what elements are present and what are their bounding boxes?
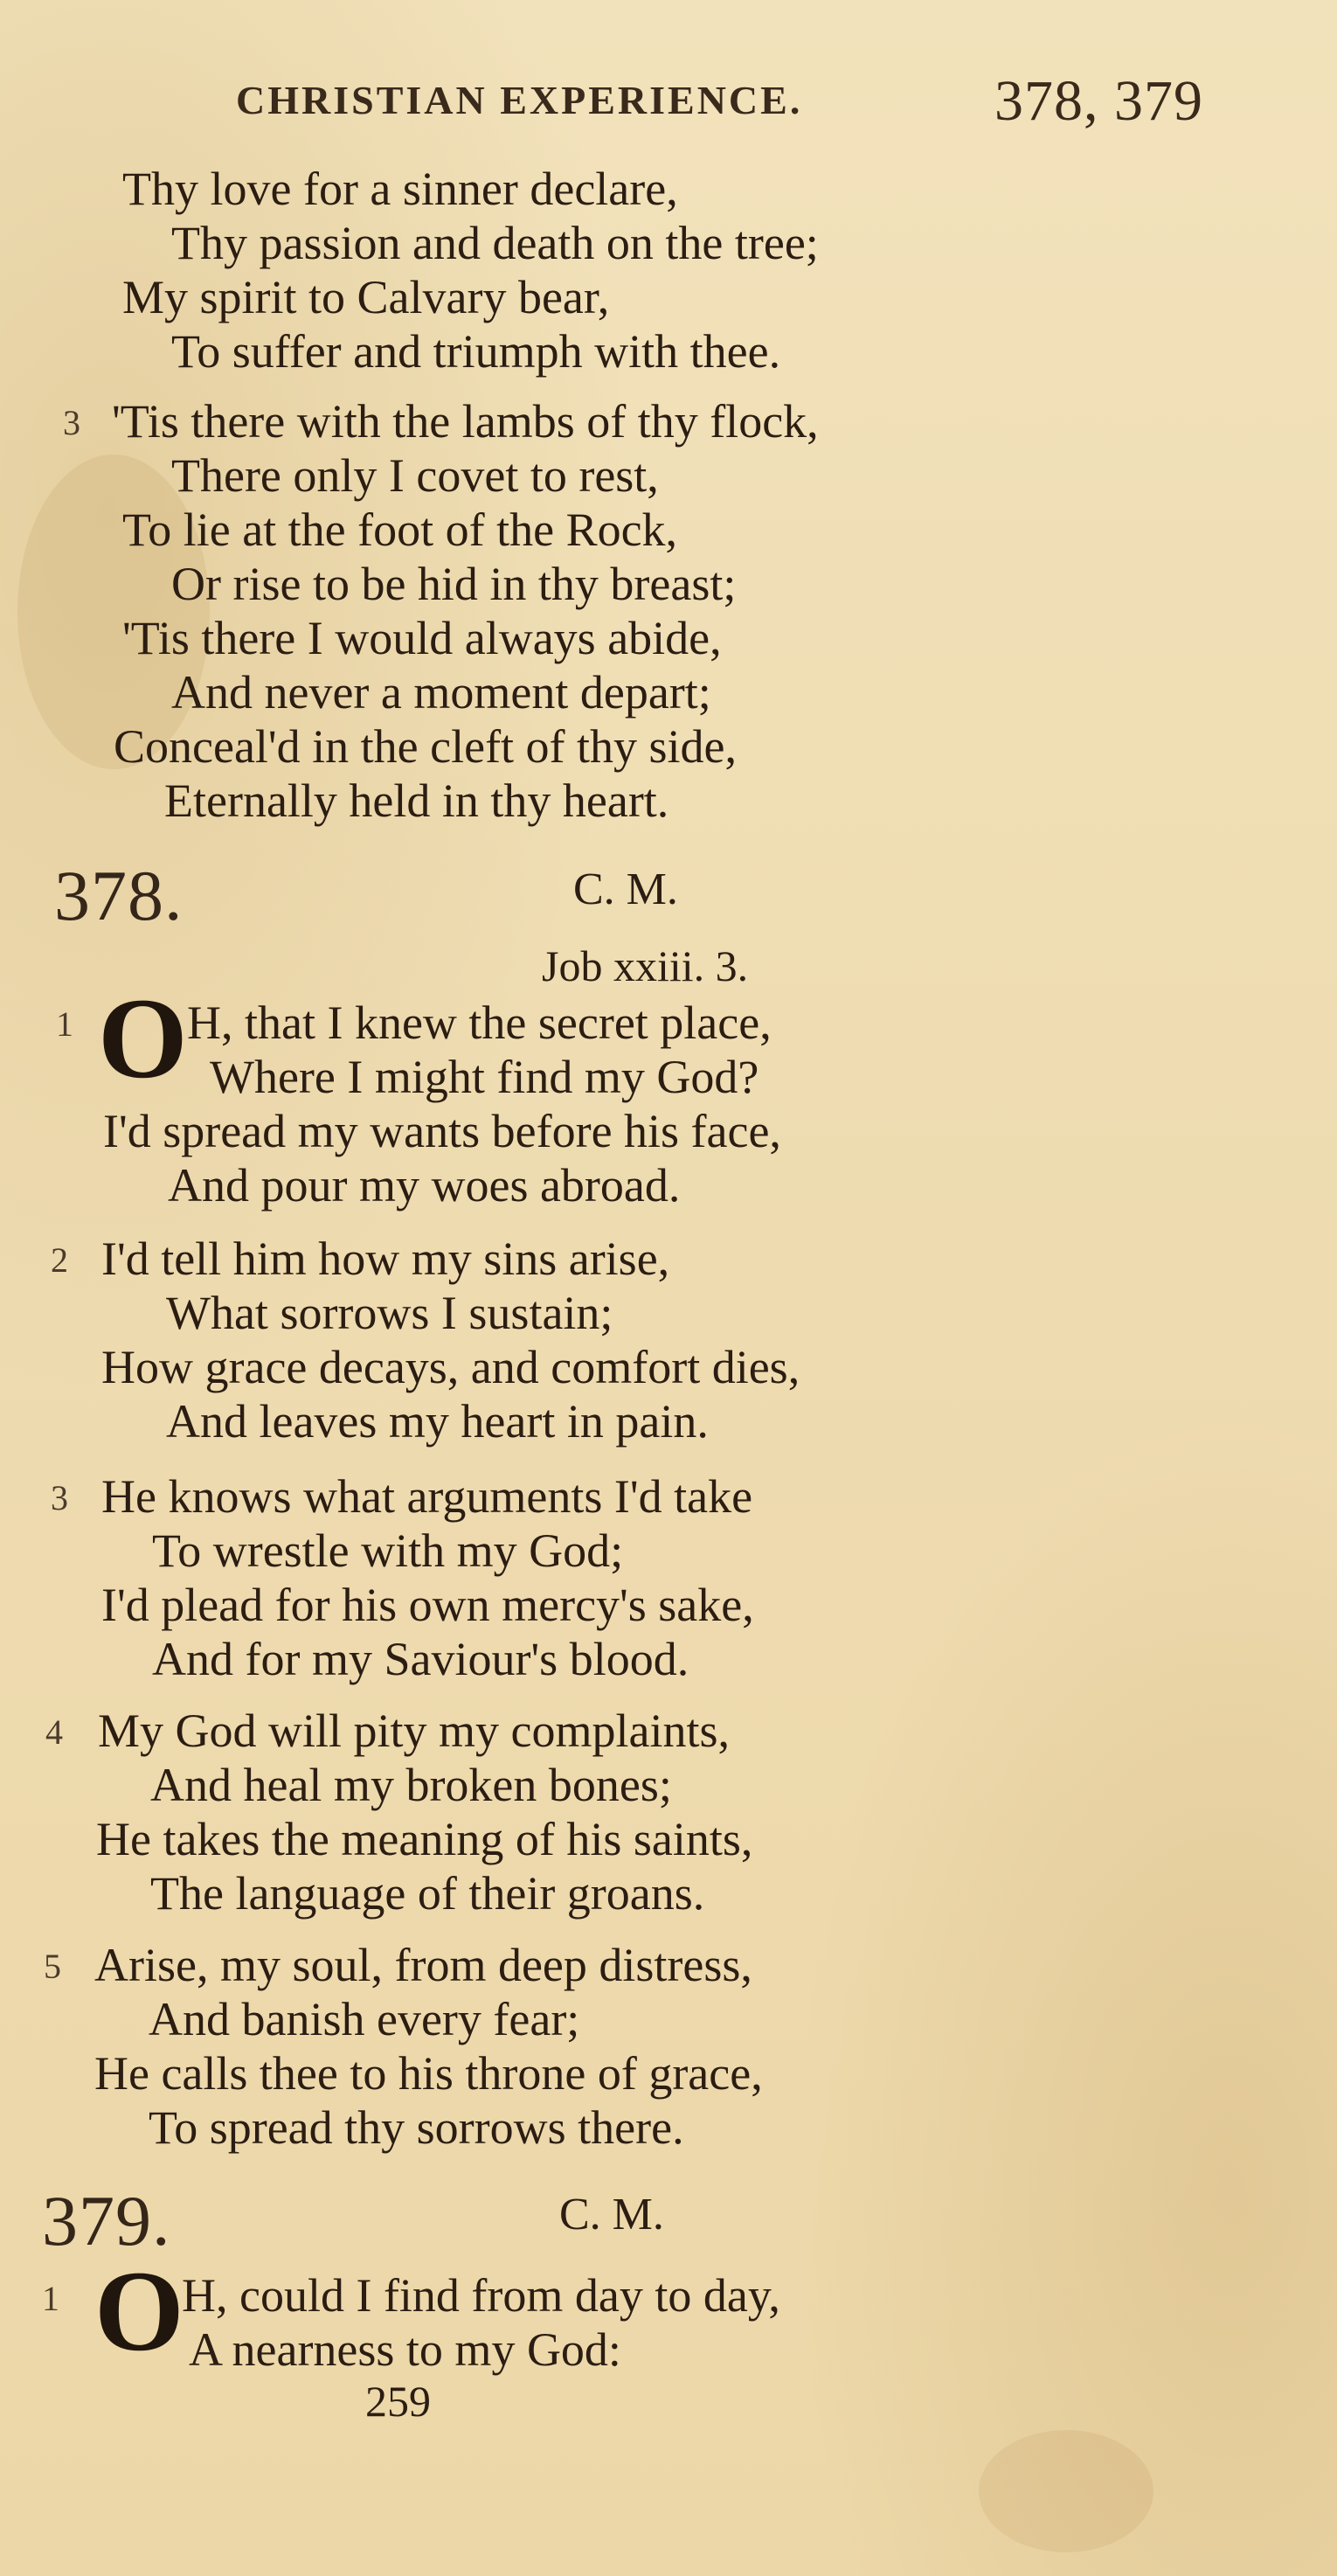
verse-line: H, could I find from day to day, (182, 2269, 780, 2322)
page-number: 259 (365, 2377, 431, 2426)
verse-line: H, that I knew the secret place, (187, 996, 772, 1049)
paper-stain (979, 2430, 1153, 2552)
scripture-reference: Job xxiii. 3. (542, 941, 749, 990)
verse-number: 3 (63, 403, 80, 442)
verse-line: A nearness to my God: (189, 2323, 621, 2376)
continuation-line: My spirit to Calvary bear, (122, 271, 610, 323)
verse-line: 'Tis there with the lambs of thy flock, (112, 395, 819, 448)
verse-line: To spread thy sorrows there. (149, 2101, 684, 2154)
running-title: CHRISTIAN EXPERIENCE. (236, 78, 803, 122)
verse-line: Where I might find my God? (210, 1051, 759, 1103)
drop-capital: O (94, 2246, 184, 2375)
verse-line: He takes the meaning of his saints, (96, 1813, 753, 1865)
verse-number: 5 (44, 1947, 61, 1986)
verse-line: And never a moment depart; (171, 666, 711, 719)
verse-line: I'd tell him how my sins arise, (101, 1232, 670, 1285)
verse-number: 1 (56, 1004, 73, 1044)
verse-line: He knows what arguments I'd take (101, 1470, 753, 1523)
verse-line: I'd spread my wants before his face, (103, 1105, 781, 1157)
verse-number: 3 (51, 1478, 68, 1517)
verse-line: 'Tis there I would always abide, (122, 612, 722, 664)
verse-line: Or rise to be hid in thy breast; (171, 558, 737, 610)
verse-line: And pour my woes abroad. (168, 1159, 681, 1212)
verse-line: Eternally held in thy heart. (164, 774, 669, 827)
verse-line: What sorrows I sustain; (166, 1287, 613, 1339)
verse-line: Arise, my soul, from deep distress, (94, 1939, 752, 1991)
hymn-number: 379. (42, 2181, 171, 2260)
verse-line: There only I covet to rest, (171, 449, 659, 502)
continuation-line: Thy love for a sinner declare, (122, 163, 678, 215)
verse-line: And leaves my heart in pain. (166, 1395, 709, 1448)
verse-line: To wrestle with my God; (152, 1524, 624, 1577)
verse-line: And banish every fear; (149, 1993, 580, 2045)
continuation-line: Thy passion and death on the tree; (171, 217, 819, 269)
verse-line: And for my Saviour's blood. (152, 1633, 689, 1685)
verse-line: My God will pity my complaints, (98, 1705, 730, 1757)
continuation-line: To suffer and triumph with thee. (171, 325, 781, 378)
drop-capital: O (98, 974, 188, 1102)
verse-line: To lie at the foot of the Rock, (122, 503, 678, 556)
verse-line: The language of their groans. (150, 1867, 705, 1920)
hymn-number: 378. (54, 856, 184, 935)
verse-number: 1 (42, 2279, 59, 2318)
verse-line: How grace decays, and comfort dies, (101, 1341, 800, 1393)
hymn-meter: C. M. (559, 2190, 664, 2239)
verse-line: He calls thee to his throne of grace, (94, 2047, 763, 2100)
hymn-meter: C. M. (573, 864, 678, 914)
verse-line: And heal my broken bones; (150, 1759, 672, 1811)
page-range: 378, 379 (994, 69, 1203, 133)
verse-line: Conceal'd in the cleft of thy side, (114, 720, 738, 773)
verse-number: 4 (45, 1712, 63, 1752)
verse-line: I'd plead for his own mercy's sake, (101, 1579, 754, 1631)
verse-number: 2 (51, 1240, 68, 1280)
